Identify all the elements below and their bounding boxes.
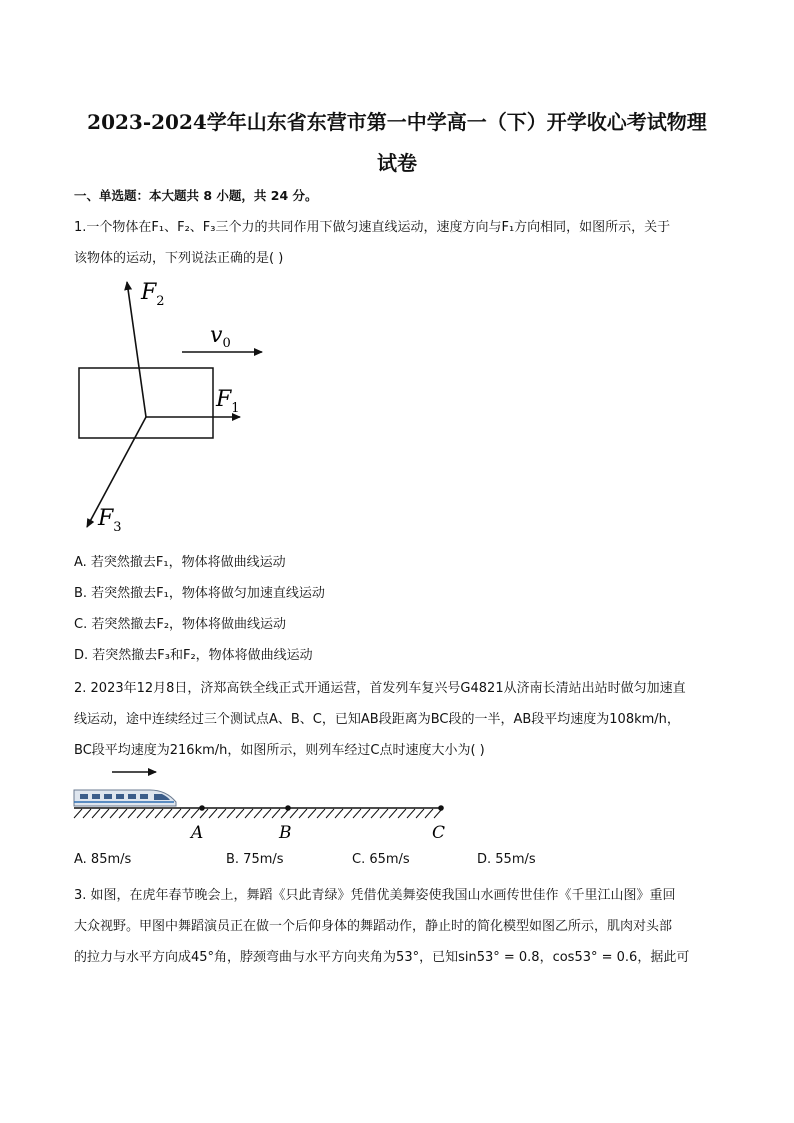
q1-option-c: C. 若突然撤去F₂，物体将做曲线运动 [74,617,287,632]
q3-stem-line1: 3. 如图，在虎年春节晚会上，舞蹈《只此青绿》凭借优美舞姿使我国山水画传世佳作《千里江山图》重回 [74,888,676,903]
f1-label: $F_1$ [216,387,240,416]
q2-stem-line2: 线运动，途中连续经过三个测试点A、B、C，已知AB段距离为BC段的一半，AB段平均速度为108km/h， [74,712,680,727]
f3-label: $F_3$ [98,506,122,535]
q2-stem-line1: 2. 2023年12月8日，济郑高铁全线正式开通运营，首发列车复兴号G4821从济南长清站出站时做匀加速直 [74,681,686,696]
q2-option-b: B. 75m/s [226,852,284,867]
q2-option-d: D. 55m/s [477,852,536,867]
q3-stem-line2: 大众视野。甲图中舞蹈演员正在做一个后仰身体的舞蹈动作，静止时的简化模型如图乙所示，肌肉对头部 [74,919,673,934]
q2-train-diagram [70,762,460,844]
f3-arrow [87,417,146,527]
q1-option-b: B. 若突然撤去F₁，物体将做匀加速直线运动 [74,586,325,601]
q1-option-d: D. 若突然撤去F₃和F₂，物体将做曲线运动 [74,648,313,663]
point-a-label: A [191,823,204,843]
point-b-marker [285,805,291,811]
f2-label: $F_2$ [141,280,165,309]
object-box [79,368,213,438]
section-header: 一、单选题：本大题共 8 小题，共 24 分。 [74,188,318,203]
exam-title-line1: 2023-2024学年山东省东营市第一中学高一（下）开学收心考试物理 [87,110,707,134]
q2-option-a: A. 85m/s [74,852,132,867]
q1-stem-line1: 1.一个物体在F₁、F₂、F₃三个力的共同作用下做匀速直线运动，速度方向与F₁方向相同，如图所示，关于 [74,220,671,235]
q3-stem-line3: 的拉力与水平方向成45°角，脖颈弯曲与水平方向夹角为53°，已知sin53° = 0.8，cos53° = 0.6，据此可 [74,950,690,965]
exam-title-line2: 试卷 [377,151,417,175]
v0-label: $v_0$ [210,323,231,351]
point-c-marker [438,805,444,811]
q1-option-a: A. 若突然撤去F₁，物体将做曲线运动 [74,555,286,570]
point-c-label: C [432,823,446,843]
point-a-marker [199,805,205,811]
q1-stem-line2: 该物体的运动，下列说法正确的是( ) [74,251,284,266]
point-b-label: B [279,823,292,843]
q2-option-c: C. 65m/s [352,852,410,867]
q2-stem-line3: BC段平均速度为216km/h，如图所示，则列车经过C点时速度大小为( ) [74,743,485,758]
q1-force-diagram [70,272,290,538]
train-icon [74,790,176,806]
